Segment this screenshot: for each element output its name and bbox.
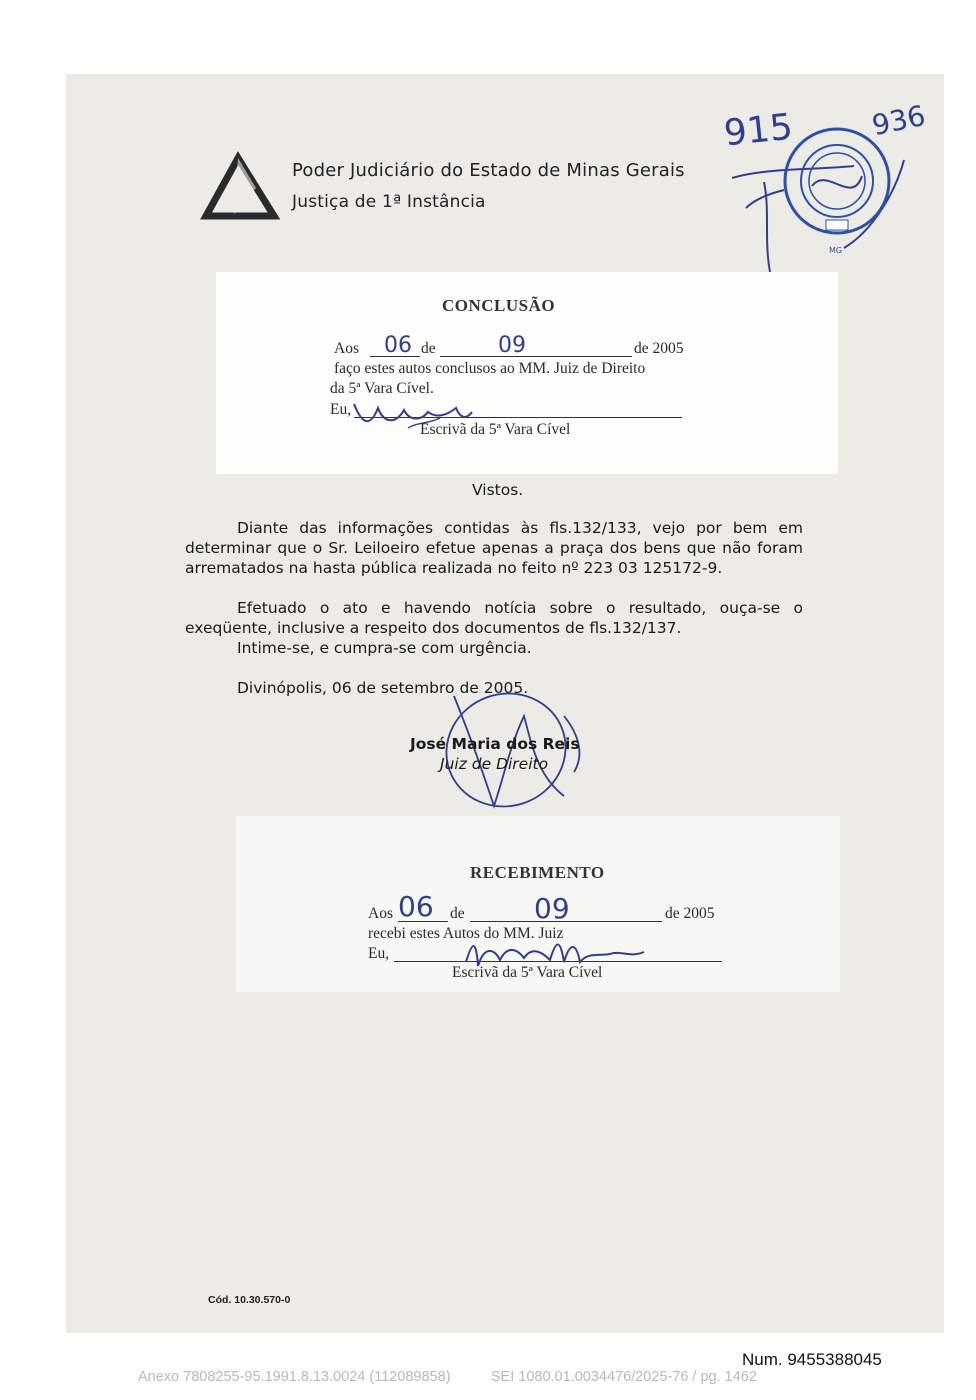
- org-name: Poder Judiciário do Estado de Minas Gerais: [292, 160, 685, 181]
- document-number: Num. 9455388045: [742, 1350, 882, 1369]
- conclusao-eu: Eu,: [330, 401, 352, 418]
- org-instance: Justiça de 1ª Instância: [292, 192, 486, 212]
- conclusao-year: de 2005: [634, 340, 684, 357]
- form-code: Cód. 10.30.570-0: [208, 1294, 291, 1306]
- tjmg-logo-icon: [204, 156, 276, 220]
- judge-name: José Maria dos Reis: [410, 735, 580, 753]
- date-line: Divinópolis, 06 de setembro de 2005.: [237, 679, 529, 697]
- conclusao-de: de: [421, 340, 436, 357]
- judge-role: Juiz de Direito: [440, 755, 549, 773]
- paragraph-3: Intime-se, e cumpra-se com urgência.: [237, 639, 532, 657]
- conclusao-month-handwritten: 09: [498, 333, 526, 358]
- folio-old-handwritten: 915: [722, 106, 795, 155]
- recebimento-month-handwritten: 09: [534, 892, 570, 925]
- recebimento-line2: recebi estes Autos do MM. Juiz: [368, 925, 564, 942]
- recebimento-year: de 2005: [665, 905, 715, 922]
- vistos-heading: Vistos.: [472, 481, 524, 499]
- recebimento-day-handwritten: 06: [398, 890, 434, 923]
- seal-state: MG: [829, 246, 843, 255]
- recebimento-de: de: [450, 905, 465, 922]
- court-seal-stamp: [782, 126, 892, 236]
- footer-annex-left: Anexo 7808255-95.1991.8.13.0024 (112089858): [138, 1369, 451, 1385]
- footer-annex-right: SEI 1080.01.0034476/2025-76 / pg. 1462: [490, 1369, 757, 1385]
- conclusao-line2: faço estes autos conclusos ao MM. Juiz de Direito: [334, 360, 646, 377]
- paragraph-2: Efetuado o ato e havendo notícia sobre o resultado, ouça-se o exeqüente, inclusive a respeito dos documentos de fls.132/137.: [185, 599, 803, 637]
- paragraph-1: Diante das informações contidas às fls.132/133, vejo por bem em determinar que o Sr. Leiloeiro efetue apenas a praça dos bens que não foram arrematados na hasta pública realizada no feito nº 223 03 125172-9.: [185, 519, 803, 577]
- conclusao-escriva: Escrivã da 5ª Vara Cível: [420, 421, 571, 438]
- conclusao-title: CONCLUSÃO: [442, 296, 556, 315]
- conclusao-day-handwritten: 06: [384, 333, 412, 358]
- recebimento-escriva: Escrivã da 5ª Vara Cível: [452, 964, 603, 981]
- folio-new-handwritten: 936: [869, 98, 929, 143]
- footer-annex-ref: [138, 1369, 757, 1385]
- recebimento-title: RECEBIMENTO: [470, 863, 605, 882]
- conclusao-line3: da 5ª Vara Cível.: [330, 380, 434, 397]
- recebimento-aos: Aos: [368, 905, 393, 922]
- recebimento-eu: Eu,: [368, 945, 390, 962]
- conclusao-aos: Aos: [334, 340, 359, 357]
